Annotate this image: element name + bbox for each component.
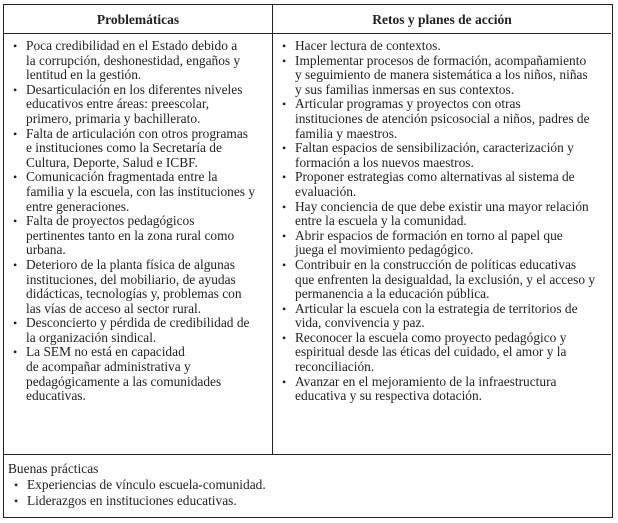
list-item-line: • Articular programas y proyectos con otras (295, 96, 521, 112)
list-item-line: • Abrir espacios de formación en torno al papel que (295, 227, 563, 243)
list-item-line: • Contribuir en la construcción de políticas educativas (295, 256, 577, 272)
list-item (7, 316, 272, 345)
list-item-line: • Poca credibilidad en el Estado debido a (26, 38, 238, 53)
list-item-line: juega el movimiento pedagógico. (295, 242, 474, 258)
list-item (276, 97, 611, 141)
list-item-line: instituciones de atención psicosocial a niños, padres de (295, 110, 590, 126)
list-item-line: • Comunicación fragmentada entre la (26, 169, 218, 185)
list-item-line: educativas. (26, 388, 86, 404)
list-item-line: evaluación. (295, 183, 357, 199)
list-item-line: e instituciones como la Secretaría de (26, 140, 222, 156)
list-item-line: entre la escuela y la comunidad. (295, 213, 467, 229)
list-item (276, 302, 611, 331)
list-item (276, 258, 611, 302)
list-item-line: instituciones, del mobiliario, de ayudas (26, 271, 236, 287)
list-item-line: y sus familias inmersas en sus contextos. (295, 81, 515, 97)
list-item-line: • Articular la escuela con la estrategia de territorios de (295, 300, 578, 316)
problematicas-column (4, 34, 273, 454)
list-item-line: educativa y su respectiva dotación. (295, 388, 483, 404)
list-item: • Experiencias de vínculo escuela-comunidad. (8, 477, 611, 493)
buenas-practicas-list (8, 477, 611, 509)
list-item-line: • Falta de articulación con otros programas (26, 125, 248, 141)
list-item-line: • Implementar procesos de formación, acompañamiento (295, 52, 587, 68)
list-item-line: primero, primaria y bachillerato. (26, 110, 201, 126)
list-item-line: • Deterioro de la planta física de algunas (26, 256, 235, 272)
list-item-line: • Hay conciencia de que debe existir una mayor relación (295, 198, 589, 214)
list-item-line: entre generaciones. (26, 198, 130, 214)
list-item-line: • Reconocer la escuela como proyecto pedagógico y (295, 329, 567, 345)
list-item (7, 39, 272, 83)
list-item-line: • Desarticulación en los diferentes niveles (26, 81, 243, 97)
list-item (7, 214, 272, 258)
list-item-line: pertinentes tanto en la zona rural como (26, 227, 235, 243)
problems-table (3, 4, 613, 518)
list-item (276, 375, 611, 404)
list-item-line: la corrupción, deshonestidad, engaños y (26, 52, 241, 68)
list-item (7, 83, 272, 127)
list-item-line: espiritual desde las éticas del cuidado, el amor y la (295, 344, 567, 360)
list-item-line: Cultura, Deporte, Salud e ICBF. (26, 154, 198, 170)
list-item (276, 39, 611, 54)
list-item-line: educativos entre áreas: preescolar, (26, 96, 210, 112)
list-item-line: formación a los nuevos maestros. (295, 154, 474, 170)
list-item-line: vida, convivencia y paz. (295, 315, 425, 331)
header-problematicas: Problemáticas (4, 5, 273, 34)
list-item-line: la organización sindical. (26, 329, 157, 345)
list-item-line: • Desconcierto y pérdida de credibilidad de (26, 315, 250, 331)
list-item-line: permanencia a la educación pública. (295, 286, 490, 302)
list-item-line: reconciliación. (295, 359, 375, 375)
list-item-line: didácticas, tecnologías y, problemas con (26, 286, 242, 302)
list-item (7, 345, 272, 403)
list-item-line: que enfrenten la desigualdad, la exclusión, y el acceso y (295, 271, 596, 287)
list-item-line: de acompañar administrativa y (26, 359, 191, 375)
list-item-line: las vías de acceso al sector rural. (26, 300, 202, 316)
list-item: • Liderazgos en instituciones educativas. (8, 493, 611, 509)
list-item-line: • Falta de proyectos pedagógicos (26, 213, 195, 229)
list-item-line: pedagógicamente a las comunidades (26, 373, 222, 389)
list-item-line: • Proponer estrategias como alternativas al sistema de (295, 169, 575, 185)
problematicas-list (4, 34, 272, 404)
list-item (276, 141, 611, 170)
header-retos: Retos y planes de acción (273, 5, 611, 34)
retos-list (273, 34, 611, 404)
list-item (276, 331, 611, 375)
list-item-line: familia y la escuela, con las instituciones y (26, 183, 256, 199)
list-item (7, 127, 272, 171)
buenas-practicas-section (4, 454, 611, 516)
list-item-line: • Avanzar en el mejoramiento de la infraestructura (295, 373, 557, 389)
list-item-line: • La SEM no está en capacidad (26, 344, 185, 360)
list-item (276, 54, 611, 98)
list-item-line: lentitud en la gestión. (26, 67, 142, 83)
list-item (276, 200, 611, 229)
list-item (7, 258, 272, 316)
list-item (7, 170, 272, 214)
list-item-line: • Faltan espacios de sensibilización, caracterización y (295, 140, 574, 156)
list-item-line: familia y maestros. (295, 125, 398, 141)
retos-column (273, 34, 611, 454)
buenas-practicas-title: Buenas prácticas (8, 461, 99, 476)
list-item-line: urbana. (26, 242, 66, 258)
list-item (276, 170, 611, 199)
list-item-line: y seguimiento de manera sistemática a los niños, niñas (295, 67, 588, 83)
list-item-line: • Hacer lectura de contextos. (295, 38, 441, 53)
list-item (276, 229, 611, 258)
